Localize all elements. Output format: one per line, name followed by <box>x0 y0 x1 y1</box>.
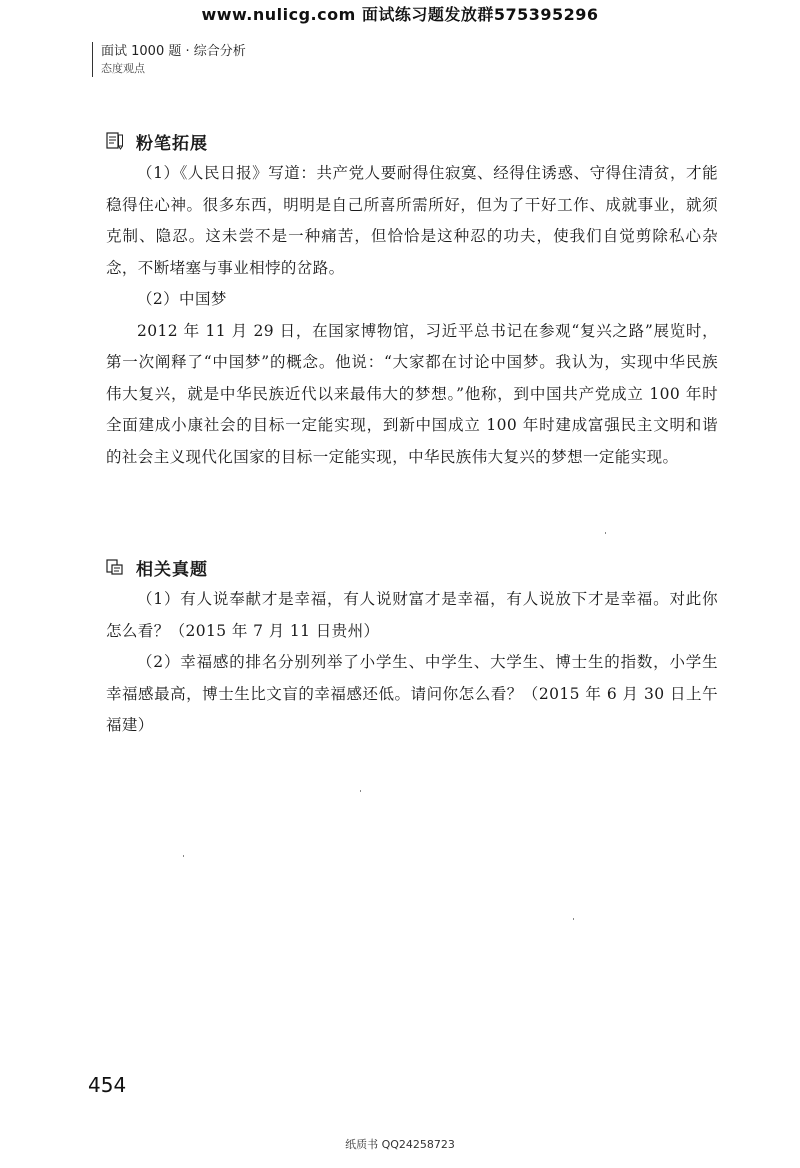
paragraph: （2）幸福感的排名分别列举了小学生、中学生、大学生、博士生的指数，小学生幸福感最高，博士生比文盲的幸福感还低。请问你怎么看？（2015 年 6 月 30 日上午福建） <box>106 653 718 734</box>
page-number: 454 <box>88 1073 127 1097</box>
section-title: 相关真题 <box>136 559 208 580</box>
section-heading <box>106 126 718 156</box>
section-title: 粉笔拓展 <box>136 133 208 154</box>
section-heading <box>106 552 718 582</box>
paragraph: （1）《人民日报》写道：共产党人要耐得住寂寞、经得住诱惑、守得住清贫，才能稳得住心神。很多东西，明明是自己所喜所需所好，但为了干好工作、成就事业，就须克制、隐忍。这未尝不是一种痛苦，但恰恰是这种忍的功夫，使我们自觉剪除私心杂念，不断堵塞与事业相悖的岔路。 <box>106 164 718 277</box>
section-extension <box>106 126 718 473</box>
paragraph: （1）有人说奉献才是幸福，有人说财富才是幸福，有人说放下才是幸福。对此你怎么看？（2015 年 7 月 11 日贵州） <box>106 590 718 640</box>
chapter-title: 态度观点 <box>101 62 145 75</box>
scan-speck <box>573 918 574 920</box>
book-title: 面试 1000 题 · 综合分析 <box>101 44 246 59</box>
paragraph: 2012 年 11 月 29 日，在国家博物馆，习近平总书记在参观“复兴之路”展览时，第一次阐释了“中国梦”的概念。他说：“大家都在讨论中国梦。我认为，实现中华民族伟大复兴，就是中华民族近代以来最伟大的梦想。”他称，到中国共产党成立 100 年时全面建成小康社会的目标一定能实现，到新中国成立 100 年时建成富强民主文明和谐的社会主义现代化国家的目标一定能实现，中华民族伟大复兴的梦想一定能实现。 <box>106 321 718 466</box>
paragraph: （2）中国梦 <box>137 290 227 308</box>
scan-speck <box>360 790 361 792</box>
watermark-banner: www.nulicg.com 面试练习题发放群575395296 <box>201 5 599 24</box>
pencil-book-icon <box>106 132 124 150</box>
running-head <box>92 42 246 77</box>
section-related-questions <box>106 552 718 742</box>
exam-paper-icon <box>106 558 124 576</box>
footer-note: 纸质书 QQ24258723 <box>345 1138 455 1151</box>
scan-speck <box>183 855 184 857</box>
scan-speck <box>605 532 606 534</box>
